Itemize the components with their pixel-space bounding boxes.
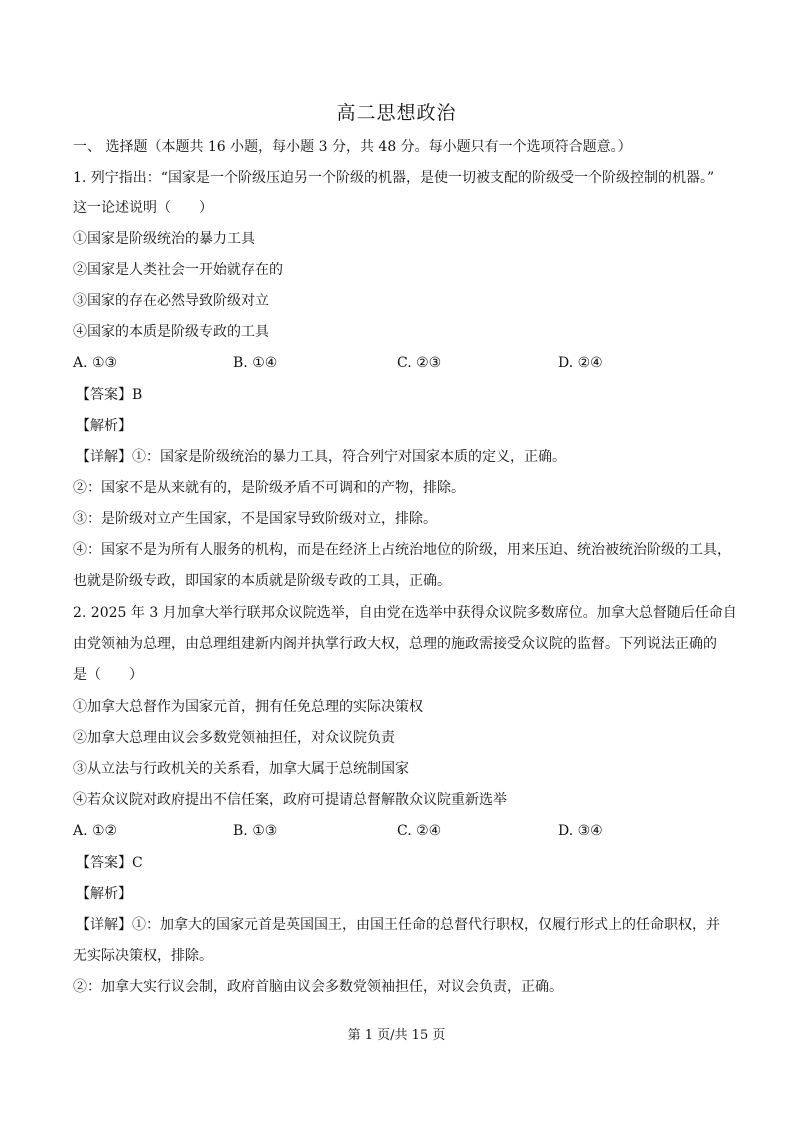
- q1-analysis-label: 【解析】: [76, 418, 132, 434]
- q2-option-c: C. ②④: [397, 823, 442, 839]
- q1-item-4: ④国家的本质是阶级专政的工具: [73, 324, 269, 340]
- q1-item-3: ③国家的存在必然导致阶级对立: [73, 293, 269, 309]
- q2-stem-line-1: 2. 2025 年 3 月加拿大举行联邦众议院选举，自由党在选举中获得众议院多数席位。加拿大总督随后任命自: [73, 605, 737, 621]
- q2-answer: 【答案】C: [76, 855, 143, 871]
- q2-analysis-label: 【解析】: [76, 886, 132, 902]
- q2-detail-1: 【详解】①：加拿大的国家元首是英国国王，由国王任命的总督代行职权，仅履行形式上的任命职权，并: [76, 917, 720, 933]
- q1-option-b: B. ①④: [233, 355, 278, 371]
- q1-detail-1: 【详解】①：国家是阶级统治的暴力工具，符合列宁对国家本质的定义，正确。: [76, 449, 566, 465]
- q2-item-3: ③从立法与行政机关的关系看，加拿大属于总统制国家: [73, 761, 409, 777]
- q2-detail-2: 无实际决策权，排除。: [73, 948, 213, 964]
- q1-item-2: ②国家是人类社会一开始就存在的: [73, 262, 283, 278]
- q2-option-b: B. ①③: [233, 823, 278, 839]
- q2-item-1: ①加拿大总督作为国家元首，拥有任免总理的实际决策权: [73, 699, 423, 715]
- q1-answer: 【答案】B: [76, 387, 143, 403]
- q1-stem-line-1: 1. 列宁指出：“国家是一个阶级压迫另一个阶级的机器，是使一切被支配的阶级受一个阶级控制的机器。”: [73, 170, 715, 186]
- q1-detail-5: 也就是阶级专政，即国家的本质就是阶级专政的工具，正确。: [73, 573, 451, 589]
- q2-option-a: A. ①②: [73, 823, 118, 839]
- q2-stem-line-2: 由党领袖为总理，由总理组建新内阁并执掌行政大权，总理的施政需接受众议院的监督。下列说法正确的: [73, 636, 717, 652]
- q1-stem-line-2: 这一论述说明（ ）: [73, 200, 213, 216]
- q1-item-1: ①国家是阶级统治的暴力工具: [73, 231, 255, 247]
- page-footer: 第 1 页/共 15 页: [347, 1028, 446, 1043]
- q1-detail-4: ④：国家不是为所有人服务的机构，而是在经济上占统治地位的阶级，用来压迫、统治被统治阶级的工具，: [73, 542, 731, 558]
- q2-item-4: ④若众议院对政府提出不信任案，政府可提请总督解散众议院重新选举: [73, 792, 507, 808]
- q2-option-d: D. ③④: [558, 823, 603, 839]
- q1-detail-3: ③：是阶级对立产生国家，不是国家导致阶级对立，排除。: [73, 511, 437, 527]
- page-title: 高二思想政治: [336, 102, 457, 124]
- q2-item-2: ②加拿大总理由议会多数党领袖担任，对众议院负责: [73, 730, 395, 746]
- q2-detail-3: ②：加拿大实行议会制，政府首脑由议会多数党领袖担任，对议会负责，正确。: [73, 979, 563, 995]
- q1-option-d: D. ②④: [558, 355, 603, 371]
- section-heading: 一、 选择题（本题共 16 小题，每小题 3 分，共 48 分。每小题只有一个选项符合题意。）: [73, 139, 632, 155]
- q1-detail-2: ②：国家不是从来就有的，是阶级矛盾不可调和的产物，排除。: [73, 480, 465, 496]
- q2-stem-line-3: 是（ ）: [73, 667, 143, 683]
- q1-option-a: A. ①③: [73, 355, 118, 371]
- q1-option-c: C. ②③: [397, 355, 442, 371]
